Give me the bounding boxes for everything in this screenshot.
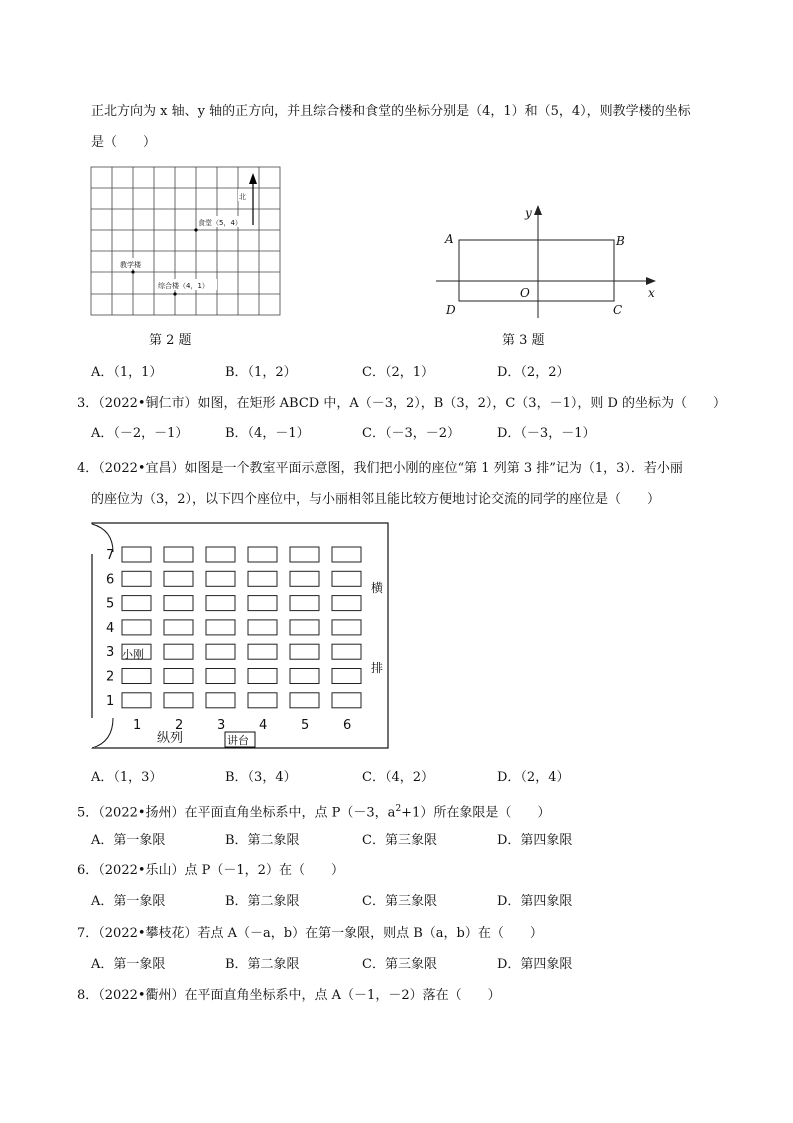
desk-col2-row4: [164, 620, 193, 635]
desk-col6-row2: [332, 669, 361, 684]
y-axis-arrow-icon: [534, 205, 542, 215]
teaching-building-label: 教学楼: [120, 261, 141, 269]
vertex-b-label: B: [616, 234, 625, 248]
figure-3-caption: 第 3 题: [502, 333, 545, 348]
canteen-label: 食堂（5，4）: [198, 219, 242, 227]
column-number-2: 2: [175, 718, 184, 733]
desk-col2-row3: [164, 644, 193, 659]
q3-option-c[interactable]: C．（－3，－2）: [362, 426, 460, 441]
q7-text: 7．（2022•攀枝花）若点 A（－a，b）在第一象限，则点 B（a，b）在（ ）: [77, 926, 543, 941]
desk-col6-row1: [332, 693, 361, 708]
desk-col6-row3: [332, 644, 361, 659]
desk-col3-row3: [206, 644, 235, 659]
desk-col2-row1: [164, 693, 193, 708]
y-axis-label: y: [525, 206, 532, 220]
desk-col5-row3: [290, 644, 319, 659]
figure-2-caption: 第 2 题: [149, 333, 192, 348]
desk-col3-row5: [206, 596, 235, 611]
desk-col5-row1: [290, 693, 319, 708]
q5-text: [77, 801, 550, 821]
intro-line-1: 正北方向为 x 轴、y 轴的正方向，并且综合楼和食堂的坐标分别是（4，1）和（5，4），则教学楼的坐标: [91, 104, 691, 119]
q5-option-d[interactable]: D．第四象限: [497, 833, 573, 848]
desk-col6-row4: [332, 620, 361, 635]
desk-col6-row6: [332, 571, 361, 586]
north-label: 北: [239, 193, 246, 201]
complex-building-label: 综合楼（4，1）: [158, 282, 209, 290]
desk-col4-row1: [248, 693, 277, 708]
q6-option-a[interactable]: A．第一象限: [91, 894, 166, 909]
desk-col5-row2: [290, 669, 319, 684]
q5-option-c[interactable]: C．第三象限: [362, 833, 437, 848]
x-axis-label: x: [648, 286, 655, 300]
podium-label: 讲台: [227, 734, 249, 747]
pai-label: 排: [371, 661, 384, 675]
desk-col4-row6: [248, 571, 277, 586]
q3-option-d[interactable]: D．（－3，－1）: [497, 426, 596, 441]
figure-3-rectangle: [432, 200, 662, 325]
desk-col3-row2: [206, 669, 235, 684]
q5-superscript: 2: [395, 804, 402, 814]
desk-col5-row4: [290, 620, 319, 635]
q6-option-d[interactable]: D．第四象限: [497, 894, 573, 909]
canteen-point: [194, 228, 197, 231]
desk-col3-row4: [206, 620, 235, 635]
door-bottom-icon: [92, 718, 113, 748]
desk-col4-row4: [248, 620, 277, 635]
teaching-building-point: [131, 270, 134, 273]
q2-option-d[interactable]: D．（2，2）: [497, 365, 570, 380]
desk-col2-row5: [164, 596, 193, 611]
row-number-5: 5: [106, 596, 115, 612]
q4-option-a[interactable]: A．（1，3）: [91, 770, 163, 785]
q5-option-a[interactable]: A．第一象限: [91, 833, 166, 848]
desk-col1-row4: [122, 620, 151, 635]
column-number-5: 5: [301, 718, 310, 733]
row-number-7: 7: [106, 548, 115, 563]
row-number-1: 1: [106, 693, 115, 709]
desk-col3-row1: [206, 693, 235, 708]
q3-text: 3．（2022•铜仁市）如图，在矩形 ABCD 中，A（－3，2），B（3，2），C（3，－1），则 D 的坐标为（ ）: [77, 396, 727, 411]
desk-col5-row6: [290, 571, 319, 586]
q6-option-b[interactable]: B．第二象限: [225, 894, 300, 909]
desk-col4-row3: [248, 644, 277, 659]
desk-col2-row7: [164, 547, 193, 562]
origin-label: O: [520, 286, 530, 300]
desk-col4-row2: [248, 669, 277, 684]
row-number-3: 3: [106, 645, 115, 661]
q6-option-c[interactable]: C．第三象限: [362, 894, 437, 909]
q7-option-b[interactable]: B．第二象限: [225, 957, 300, 972]
desk-col1-row5: [122, 596, 151, 611]
q8-text: 8．（2022•衢州）在平面直角坐标系中，点 A（－1，－2）落在（ ）: [77, 988, 501, 1003]
desk-col1-row6: [122, 571, 151, 586]
complex-building-point: [173, 292, 176, 295]
column-number-3: 3: [217, 718, 226, 733]
row-number-6: 6: [106, 572, 115, 588]
q4-line-1: 4．（2022•宜昌）如图是一个教室平面示意图，我们把小刚的座位“第 1 列第 3 排”记为（1，3）．若小丽: [77, 461, 683, 476]
q3-option-b[interactable]: B．（4，－1）: [225, 426, 310, 441]
q7-option-a[interactable]: A．第一象限: [91, 957, 166, 972]
q4-line-2: 的座位为（3，2），以下四个座位中，与小丽相邻且能比较方便地讨论交流的同学的座位是（ ）: [91, 492, 661, 507]
row-number-4: 4: [106, 620, 115, 636]
desk-col3-row7: [206, 547, 235, 562]
column-number-4: 4: [259, 718, 268, 733]
q2-option-c[interactable]: C．（2，1）: [362, 365, 434, 380]
q7-option-d[interactable]: D．第四象限: [497, 957, 573, 972]
north-arrow-head-icon: [249, 173, 257, 184]
q2-option-b[interactable]: B．（1，2）: [225, 365, 297, 380]
figure-2-grid-map: [91, 167, 281, 317]
rectangle-abcd: [459, 240, 614, 301]
desk-col1-row1: [122, 693, 151, 708]
q5-text-b: +1）所在象限是（ ）: [401, 805, 551, 821]
desk-col1-row7: [122, 547, 151, 562]
q6-text: 6．（2022•乐山）点 P（－1，2）在（ ）: [77, 863, 344, 878]
vertex-c-label: C: [613, 303, 623, 317]
desk-col6-row7: [332, 547, 361, 562]
desk-col4-row7: [248, 547, 277, 562]
desk-col5-row5: [290, 596, 319, 611]
desk-col2-row6: [164, 571, 193, 586]
q5-option-b[interactable]: B．第二象限: [225, 833, 300, 848]
desk-col2-row2: [164, 669, 193, 684]
desk-col3-row6: [206, 571, 235, 586]
intro-line-2: 是（ ）: [91, 135, 157, 150]
q5-text-a: 5．（2022•扬州）在平面直角坐标系中，点 P（－3，a: [77, 805, 396, 821]
heng-label: 横: [371, 581, 384, 595]
q4-option-c[interactable]: C．（4，2）: [362, 770, 434, 785]
classroom-diagram: [91, 522, 391, 752]
column-number-6: 6: [343, 718, 352, 733]
desk-col1-row2: [122, 669, 151, 684]
q7-option-c[interactable]: C．第三象限: [362, 957, 437, 972]
q4-option-b[interactable]: B．（3，4）: [225, 770, 297, 785]
q4-option-d[interactable]: D．（2，4）: [497, 770, 570, 785]
desk-col4-row5: [248, 596, 277, 611]
desk-col5-row7: [290, 547, 319, 562]
x-axis-arrow-icon: [646, 277, 656, 285]
xiaogang-label: 小刚: [122, 648, 144, 661]
vertex-d-label: D: [446, 303, 456, 317]
q2-option-a[interactable]: A．（1，1）: [91, 365, 163, 380]
q3-option-a[interactable]: A．（－2，－1）: [91, 426, 189, 441]
desk-col6-row5: [332, 596, 361, 611]
zonglie-label: 纵列: [157, 731, 184, 746]
row-number-2: 2: [106, 669, 115, 685]
vertex-a-label: A: [445, 232, 454, 246]
column-number-1: 1: [133, 718, 142, 733]
